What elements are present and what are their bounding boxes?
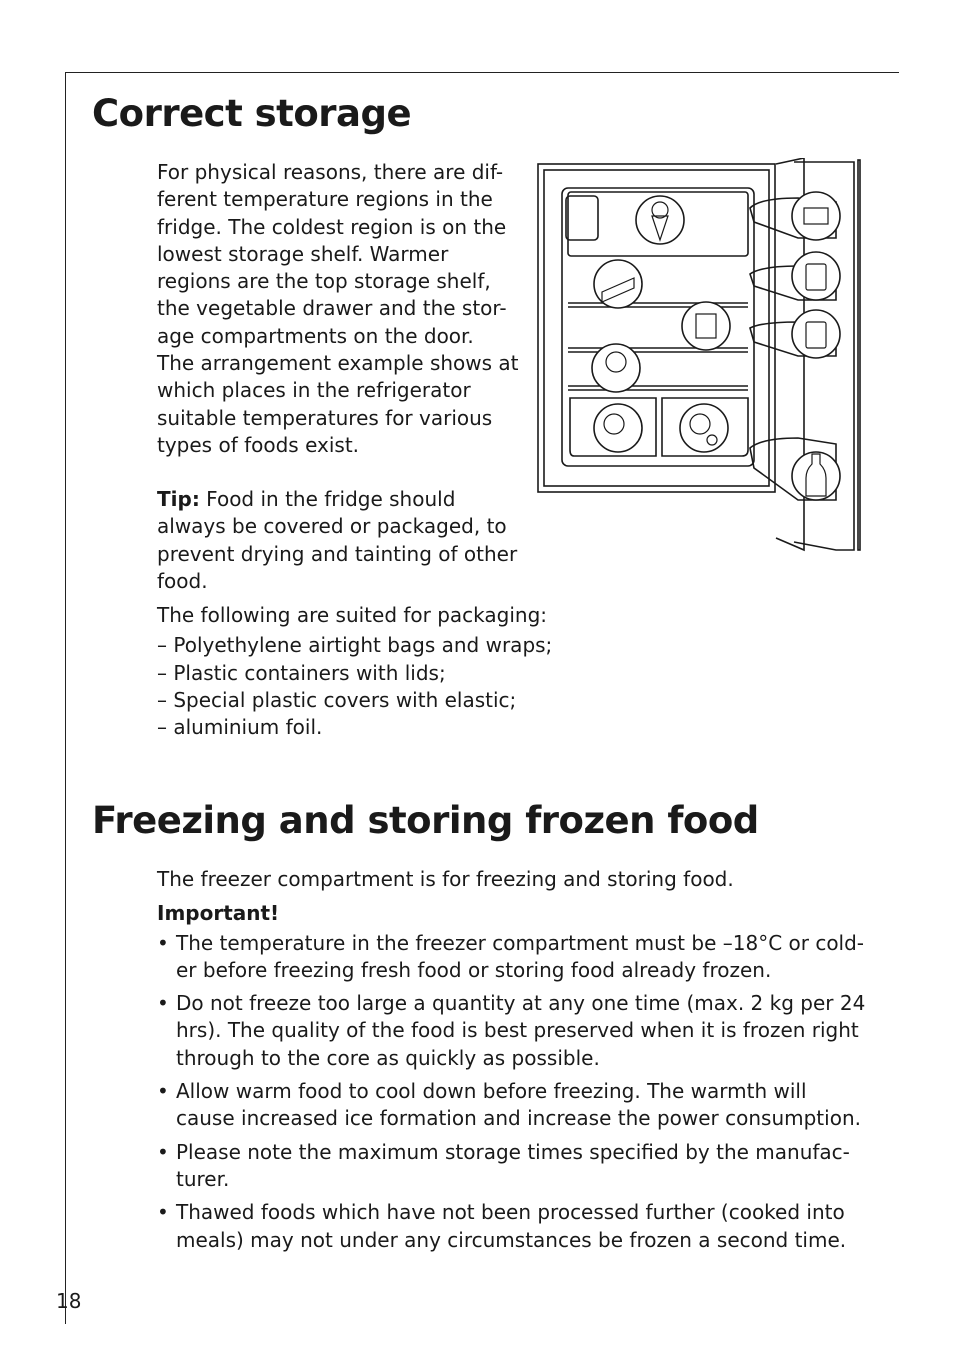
section-title-freezing: Freezing and storing frozen food <box>92 799 759 842</box>
bullet-mark: • <box>157 1200 169 1225</box>
bullet-mark: • <box>157 1079 169 1104</box>
packaging-item: – Plastic containers with lids; <box>157 660 446 685</box>
bullet-text: Allow warm food to cool down before freezing. The warmth will cause increased ice formation and increase the power consumption. <box>176 1079 861 1131</box>
bullet-text: Thawed foods which have not been processed further (cooked into meals) may not under any circumstances be frozen a second time. <box>176 1200 847 1252</box>
bullet-text: Please note the maximum storage times specified by the manufac- turer. <box>176 1139 850 1191</box>
bullet-text: Do not freeze too large a quantity at any one time (max. 2 kg per 24 hrs). The quality of the food is best preserved when it is frozen right through to the core as quickly as possible. <box>176 991 866 1070</box>
bullet-text: The temperature in the freezer compartment must be –18°C or cold- er before freezing fresh food or storing food already frozen. <box>176 930 865 982</box>
packaging-item: – Special plastic covers with elastic; <box>157 687 517 712</box>
packaging-block <box>157 602 577 741</box>
correct-storage-intro-paragraph: For physical reasons, there are dif- ferent temperature regions in the fridge. The coldest region is on the lowest storage shelf. Warmer regions are the top storage shelf, the vegetable drawer and the stor- age compartments on the door. The arrangement example shows at which places in the refrigerator suitable temperatures for various types of foods exist. <box>157 160 519 457</box>
page-frame-left-rule <box>65 72 66 1324</box>
list-item <box>157 1199 877 1254</box>
page-number: 18 <box>56 1289 82 1313</box>
list-item <box>157 990 877 1072</box>
list-item <box>157 1139 877 1194</box>
packaging-intro: The following are suited for packaging: <box>157 603 548 627</box>
important-label: Important! <box>157 901 280 926</box>
tip-paragraph <box>157 486 537 595</box>
correct-storage-intro-block <box>157 159 527 459</box>
tip-text: Food in the fridge should always be covered or packaged, to prevent drying and tainting of other food. <box>157 487 518 593</box>
packaging-item: – aluminium foil. <box>157 715 323 740</box>
tip-block <box>157 486 537 595</box>
list-item <box>157 1078 877 1133</box>
packaging-item: – Polyethylene airtight bags and wraps; <box>157 633 553 658</box>
bullet-mark: • <box>157 991 169 1016</box>
section-title-correct-storage: Correct storage <box>92 92 412 135</box>
freezing-intro: The freezer compartment is for freezing and storing food. <box>157 867 734 891</box>
bullet-mark: • <box>157 1139 169 1164</box>
fridge-arrangement-illustration <box>536 158 864 554</box>
tip-label: Tip: <box>157 487 200 511</box>
freezing-block <box>157 866 877 1260</box>
page-frame-top-rule <box>65 72 899 73</box>
bullet-mark: • <box>157 930 169 955</box>
list-item <box>157 930 877 985</box>
